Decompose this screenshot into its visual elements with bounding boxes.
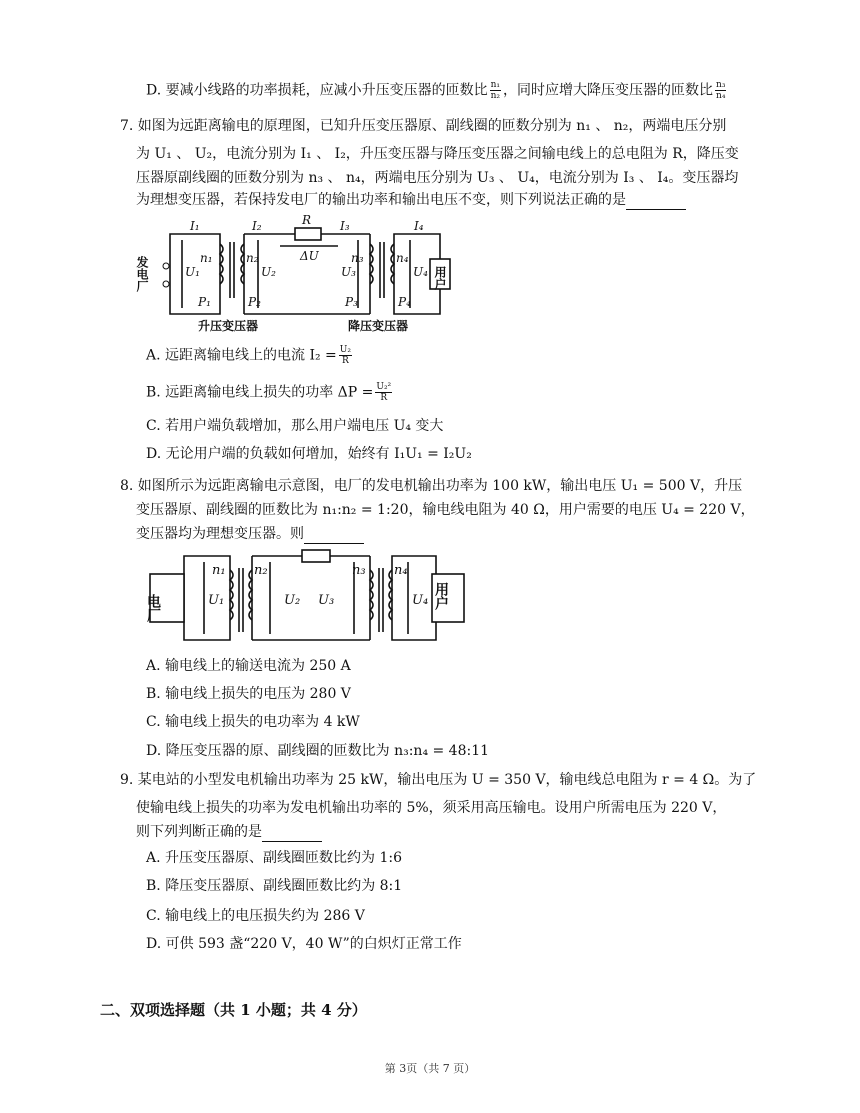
voltage-u3-label: U₃ (341, 265, 356, 279)
turns-n1-label: n₁ (200, 251, 213, 265)
q9-option-b: B. 降压变压器原、副线圈匝数比约为 8:1 (146, 878, 403, 894)
user-load-label: 用户 (433, 266, 447, 290)
frac-num: n₃ (716, 80, 726, 90)
q7-stem-line1: 7. 如图为远距离输电的原理图，已知升压变压器原、副线圈的匝数分别为 n₁ 、 n₂，两端电压分别 (120, 118, 727, 134)
q8-circuit-diagram (144, 548, 474, 648)
q9-stem-line3-text: 则下列判断正确的是 (136, 824, 262, 840)
voltage-u2-label: U₂ (261, 265, 276, 279)
q9-option-c: C. 输电线上的电压损失约为 286 V (146, 908, 365, 924)
q8-option-d: D. 降压变压器的原、副线圈的匝数比为 n₃:n₄ = 48:11 (146, 743, 490, 759)
frac-num: U₂ (339, 345, 351, 355)
q9-stem-line1: 9. 某电站的小型发电机输出功率为 25 kW，输出电压为 U = 350 V，输电线总电阻为 r = 4 Ω。为了 (120, 772, 757, 788)
q9-option-a: A. 升压变压器原、副线圈匝数比约为 1:6 (146, 850, 402, 866)
q8-stem-line3-text: 变压器均为理想变压器。则 (136, 526, 304, 542)
q7-option-d: D. 无论用户端的负载如何增加，始终有 I₁U₁ = I₂U₂ (146, 446, 472, 462)
current-i1-label: I₁ (190, 219, 200, 233)
turns-n2-label: n₂ (254, 563, 268, 578)
q7-stem-line2: 为 U₁ 、 U₂，电流分别为 I₁ 、 I₂，升压变压器与降压变压器之间输电线上的总电阻为 R，降压变 (136, 146, 739, 162)
q7-option-a-text: A. 远距离输电线上的电流 I₂ = (146, 347, 337, 364)
prev-option-d-text-a: D. 要减小线路的功率损耗，应减小升压变压器的匝数比 (146, 82, 488, 99)
voltage-u1-label: U₁ (208, 593, 225, 608)
power-p4-label: P₄ (398, 295, 411, 309)
q8-option-a: A. 输电线上的输送电流为 250 A (146, 658, 351, 674)
user-load-label: 用户 (433, 582, 449, 610)
voltage-u2-label: U₂ (284, 593, 301, 608)
power-p1-label: P₁ (198, 295, 211, 309)
fraction-n1-n2 (490, 80, 501, 101)
power-p3-label: P₃ (345, 295, 358, 309)
q7-stem-line4-text: 为理想变压器，若保持发电厂的输出功率和输出电压不变，则下列说法正确的是 (136, 192, 626, 208)
q7-stem-line4 (136, 190, 686, 210)
answer-blank (626, 195, 686, 210)
current-i3-label: I₃ (340, 219, 350, 233)
power-p2-label: P₂ (248, 295, 261, 309)
q9-stem-line3 (136, 822, 322, 842)
resistor-r-label: R (302, 213, 312, 227)
step-up-transformer-label: 升压变压器 (198, 319, 259, 333)
q8-stem-line3 (136, 524, 364, 544)
q8-option-b: B. 输电线上损失的电压为 280 V (146, 686, 351, 702)
fraction-u2sq-r (375, 382, 392, 403)
fraction-n3-n4 (715, 80, 726, 101)
section-heading: 二、双项选择题（共 1 小题；共 4 分） (100, 1001, 367, 1019)
step-down-transformer-label: 降压变压器 (348, 319, 409, 333)
voltage-u1-label: U₁ (185, 265, 200, 279)
frac-num: n₁ (490, 80, 501, 90)
voltage-u3-label: U₃ (318, 593, 335, 608)
turns-n3-label: n₃ (351, 251, 364, 265)
delta-u-label: ΔU (300, 249, 319, 263)
turns-n4-label: n₄ (396, 251, 409, 265)
q9-stem-line2: 使输电线上损失的功率为发电机输出功率的 5%，须采用高压输电。设用户所需电压为 220 V， (136, 800, 727, 816)
q7-circuit-diagram (135, 213, 460, 334)
q7-stem-line3: 压器原副线圈的匝数分别为 n₃ 、 n₄，两端电压分别为 U₃ 、 U₄，电流分别为 I₃ 、 I₄。变压器均 (136, 170, 739, 186)
fraction-u2-r (339, 345, 352, 366)
q7-option-b-text: B. 远距离输电线上损失的功率 ΔP = (146, 384, 374, 401)
power-plant-label: 发电厂 (135, 256, 149, 292)
voltage-u4-label: U₄ (413, 265, 428, 279)
q7-option-b (146, 382, 394, 403)
frac-den: n₄ (716, 91, 726, 101)
prev-option-d-text-b: ，同时应增大降压变压器的匝数比 (503, 82, 714, 99)
power-plant-label: 电厂 (145, 594, 161, 622)
prev-option-d (146, 80, 728, 101)
turns-n3-label: n₃ (352, 563, 366, 578)
frac-den: n₂ (490, 91, 501, 101)
answer-blank (262, 827, 322, 842)
q8-option-c: C. 输电线上损失的电功率为 4 kW (146, 714, 360, 730)
frac-num: U₂² (376, 382, 392, 392)
current-i2-label: I₂ (252, 219, 262, 233)
frac-den: R (342, 356, 349, 366)
page-footer: 第 3页（共 7 页） (384, 1062, 476, 1075)
voltage-u4-label: U₄ (412, 593, 429, 608)
q8-stem-line1: 8. 如图所示为远距离输电示意图，电厂的发电机输出功率为 100 kW，输出电压 U₁ = 500 V，升压 (120, 478, 743, 494)
q7-option-c: C. 若用户端负载增加，那么用户端电压 U₄ 变大 (146, 418, 444, 434)
turns-n4-label: n₄ (394, 563, 408, 578)
answer-blank (304, 529, 364, 544)
q7-option-a (146, 345, 354, 366)
turns-n1-label: n₁ (212, 563, 226, 578)
turns-n2-label: n₂ (246, 251, 259, 265)
q9-option-d: D. 可供 593 盏“220 V，40 W”的白炽灯正常工作 (146, 936, 462, 952)
frac-den: R (380, 393, 388, 403)
q8-stem-line2: 变压器原、副线圈的匝数比为 n₁:n₂ = 1:20，输电线电阻为 40 Ω，用户需要的电压 U₄ = 220 V， (136, 502, 755, 518)
current-i4-label: I₄ (414, 219, 424, 233)
